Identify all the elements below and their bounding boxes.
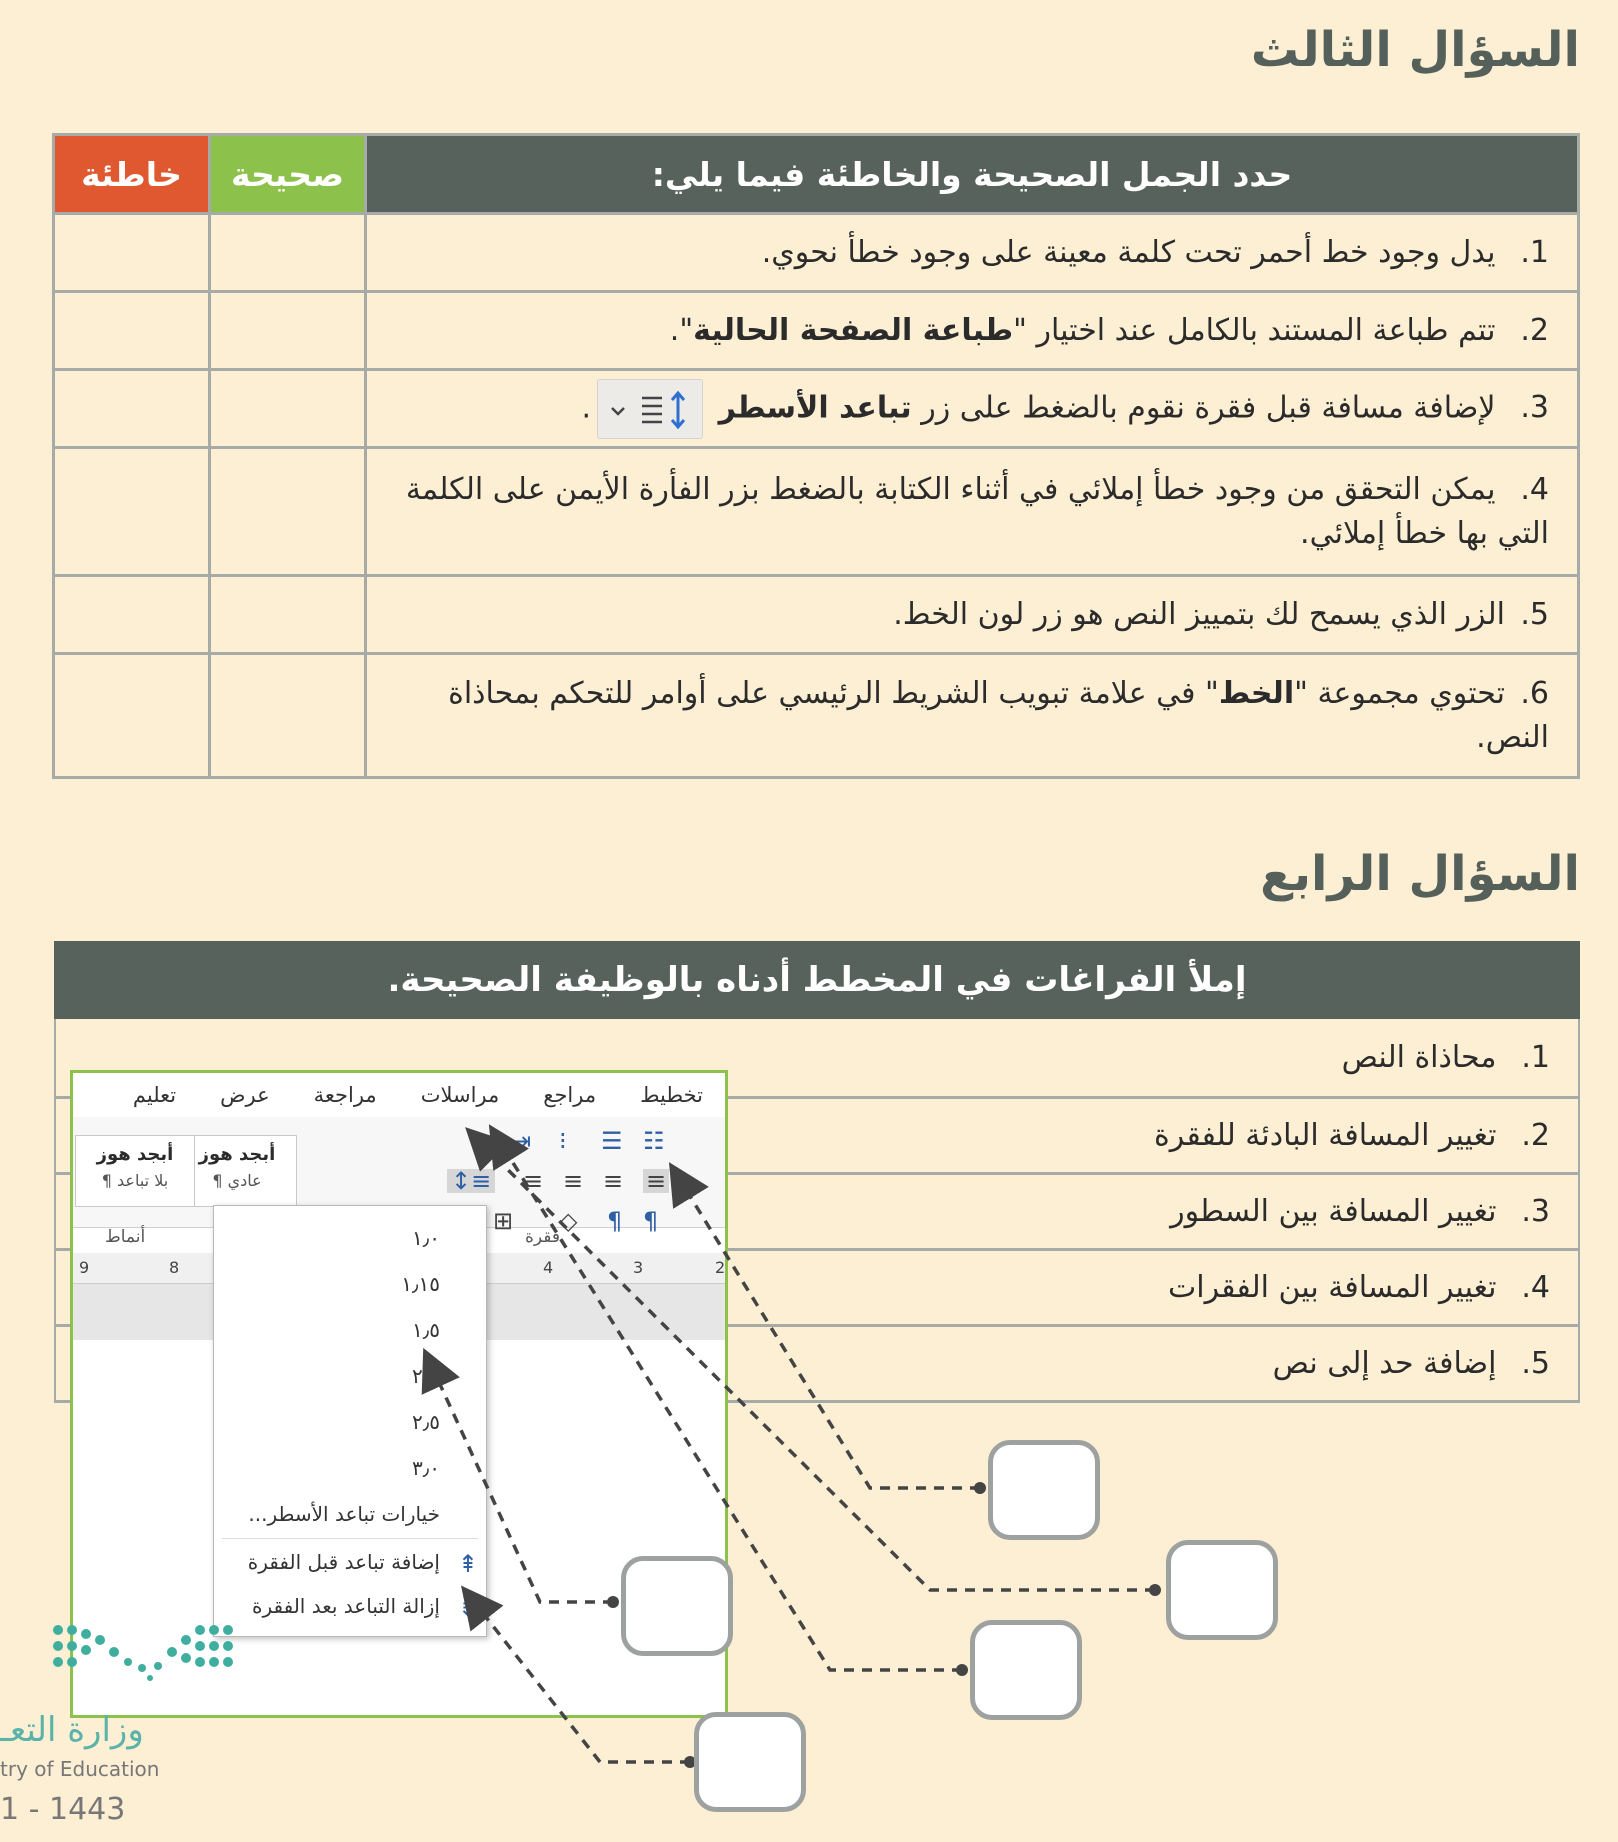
- spacing-option-2[interactable]: ٢٫٠: [412, 1364, 440, 1388]
- answer-box-2[interactable]: [1166, 1540, 1278, 1640]
- true-answer-cell-6[interactable]: [210, 654, 366, 778]
- add-space-before-item[interactable]: إضافة تباعد قبل الفقرة: [247, 1550, 440, 1574]
- false-answer-cell-2[interactable]: [54, 292, 210, 370]
- remove-space-after-item[interactable]: إزالة التباعد بعد الفقرة: [251, 1594, 440, 1618]
- table-header-row: [54, 135, 1579, 214]
- ribbon-tabs: [73, 1073, 725, 1118]
- true-answer-cell-5[interactable]: [210, 576, 366, 654]
- true-answer-cell-3[interactable]: [210, 370, 366, 448]
- table-row: [54, 370, 1579, 448]
- statement-2: 2. تتم طباعة المستند بالكامل عند اختيار "طباعة الصفحة الحالية".: [366, 292, 1579, 370]
- spacing-option-1[interactable]: ١٫٠: [412, 1226, 440, 1250]
- add-space-before-icon: ⇞: [457, 1550, 478, 1578]
- statement-4: 4. يمكن التحقق من وجود خطأ إملائي في أثناء الكتابة بالضغط بزر الفأرة الأيمن على الكلمة التي بها خطأ إملائي.: [366, 448, 1579, 576]
- list-item: 1. محاذاة النص: [54, 1019, 1580, 1099]
- table-row: [54, 654, 1579, 778]
- answer-box-3[interactable]: [970, 1620, 1082, 1720]
- false-answer-cell-1[interactable]: [54, 214, 210, 292]
- style-normal[interactable]: أبجد هوز ¶ عادي: [177, 1135, 297, 1207]
- multilevel-list-icon[interactable]: ☷: [643, 1127, 665, 1155]
- tab-references[interactable]: مراجع: [543, 1083, 597, 1107]
- tab-mailings[interactable]: مراسلات: [420, 1083, 500, 1107]
- true-answer-cell-1[interactable]: [210, 214, 366, 292]
- answer-box-1[interactable]: [988, 1440, 1100, 1540]
- table-row: [54, 576, 1579, 654]
- remove-space-after-icon: ⇟: [457, 1594, 478, 1622]
- false-answer-cell-5[interactable]: [54, 576, 210, 654]
- styles-group-label: أنماط: [105, 1227, 146, 1247]
- numbering-icon[interactable]: ☰: [601, 1127, 623, 1155]
- line-spacing-options-item[interactable]: خيارات تباعد الأسطر...: [248, 1502, 440, 1526]
- bullets-icon[interactable]: ⁝: [559, 1127, 567, 1155]
- list-item: 5. إضافة حد إلى نص: [54, 1327, 1580, 1403]
- justify-icon[interactable]: ≡: [523, 1167, 544, 1195]
- line-spacing-icon[interactable]: ↕≡: [447, 1169, 495, 1193]
- answer-box-5[interactable]: [694, 1712, 806, 1812]
- list-item: 2. تغيير المسافة البادئة للفقرة: [54, 1099, 1580, 1175]
- paragraph-group-label: فقرة: [525, 1227, 561, 1247]
- true-answer-cell-4[interactable]: [210, 448, 366, 576]
- tab-help[interactable]: تعليم: [132, 1083, 177, 1107]
- table-row: [54, 448, 1579, 576]
- spacing-option-3[interactable]: ٣٫٠: [412, 1456, 440, 1480]
- line-spacing-button-icon: [597, 379, 703, 439]
- answer-box-4[interactable]: [621, 1556, 733, 1656]
- list-item: 4. تغيير المسافة بين الفقرات: [54, 1251, 1580, 1327]
- align-right-icon[interactable]: ≡: [643, 1169, 669, 1193]
- spacing-option-25[interactable]: ٢٫٥: [412, 1410, 440, 1434]
- tab-review[interactable]: مراجعة: [313, 1083, 377, 1107]
- increase-indent-icon[interactable]: ⇥: [511, 1127, 532, 1155]
- ministry-logo: وزارة التعـ try of Education 1 - 1443: [0, 1612, 270, 1832]
- false-answer-cell-6[interactable]: [54, 654, 210, 778]
- table-row: [54, 214, 1579, 292]
- list-item: 3. تغيير المسافة بين السطور: [54, 1175, 1580, 1251]
- spacing-option-15[interactable]: ١٫٥: [412, 1318, 440, 1342]
- true-answer-cell-2[interactable]: [210, 292, 366, 370]
- tab-layout[interactable]: تخطيط: [640, 1083, 703, 1107]
- q4-title: السؤال الرابع: [1260, 846, 1580, 902]
- ruler: 2 3 4 8 9: [73, 1253, 725, 1284]
- menu-divider: [222, 1538, 478, 1539]
- false-header: خاطئة: [54, 135, 210, 214]
- borders-icon[interactable]: ⊞: [493, 1207, 514, 1235]
- rtl-icon[interactable]: ¶: [643, 1207, 659, 1235]
- statement-5: 5.الزر الذي يسمح لك بتمييز النص هو زر لون الخط.: [366, 576, 1579, 654]
- decrease-indent-icon[interactable]: ⇤: [471, 1127, 492, 1155]
- statement-header: حدد الجمل الصحيحة والخاطئة فيما يلي:: [366, 135, 1579, 214]
- spacing-option-115[interactable]: ١٫١٥: [401, 1272, 440, 1296]
- false-answer-cell-3[interactable]: [54, 370, 210, 448]
- table-row: [54, 292, 1579, 370]
- style-no-spacing[interactable]: أبجد هوز ¶ بلا تباعد: [75, 1135, 195, 1207]
- logo-dots-icon: [0, 1612, 270, 1712]
- shading-icon[interactable]: ◇: [559, 1207, 578, 1235]
- q4-instruction-header: إملأ الفراغات في المخطط أدناه بالوظيفة الصحيحة.: [54, 941, 1580, 1019]
- line-spacing-dropdown: [213, 1205, 487, 1637]
- center-icon[interactable]: ≡: [603, 1167, 624, 1195]
- statement-1: 1. يدل وجود خط أحمر تحت كلمة معينة على وجود خطأ نحوي.: [366, 214, 1579, 292]
- true-false-table: [52, 133, 1580, 779]
- true-header: صحيحة: [210, 135, 366, 214]
- align-left-icon[interactable]: ≡: [563, 1167, 584, 1195]
- q3-title: السؤال الثالث: [1250, 22, 1580, 78]
- statement-3: 3. لإضافة مسافة قبل فقرة نقوم بالضغط على زر تباعد الأسطر .: [366, 370, 1579, 448]
- ltr-icon[interactable]: ¶: [607, 1207, 623, 1235]
- tab-view[interactable]: عرض: [220, 1083, 270, 1107]
- statement-6: 6.تحتوي مجموعة "الخط" في علامة تبويب الشريط الرئيسي على أوامر للتحكم بمحاذاة النص.: [366, 654, 1579, 778]
- false-answer-cell-4[interactable]: [54, 448, 210, 576]
